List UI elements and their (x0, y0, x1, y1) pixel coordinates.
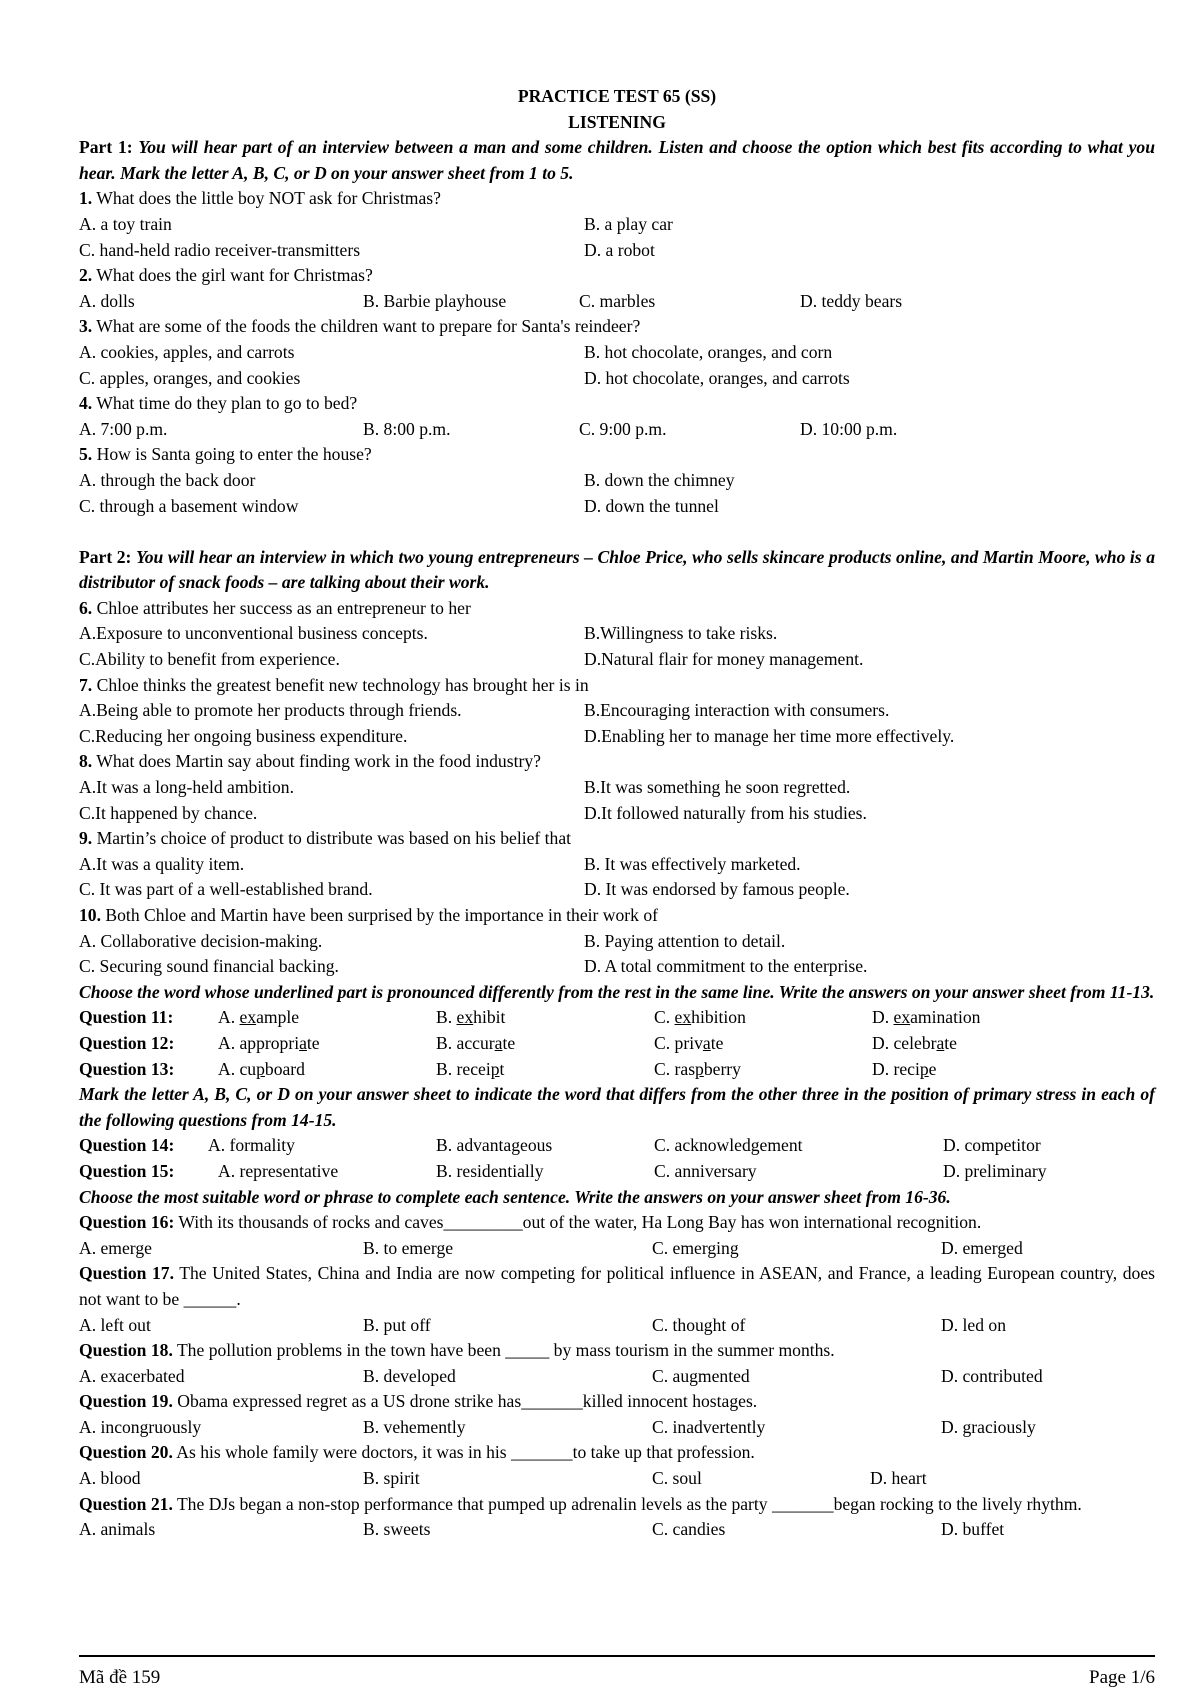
option-b: B. advantageous (436, 1135, 553, 1156)
option-b: B. residentially (436, 1160, 544, 1181)
option-a: A. exacerbated (79, 1365, 185, 1386)
question-20 (79, 1440, 1155, 1466)
option-c: C. acknowledgement (654, 1135, 803, 1156)
options-row (79, 1364, 1155, 1390)
q-label: Question 20. (79, 1442, 173, 1463)
options-row (79, 775, 1155, 801)
option-a: A. blood (79, 1468, 141, 1489)
question-5 (79, 442, 1155, 468)
option-c: C. inadvertently (652, 1416, 766, 1437)
question-19 (79, 1389, 1155, 1415)
part2-instruction (79, 545, 1155, 596)
opt-pre: A. cu (218, 1058, 257, 1079)
option-b: B. put off (363, 1314, 431, 1335)
opt-pre: D. celebr (872, 1032, 937, 1053)
q-text: What time do they plan to go to bed? (96, 393, 358, 414)
page-footer (79, 1655, 1155, 1689)
q-text: Chloe thinks the greatest benefit new technology has brought her is in (96, 674, 589, 695)
option-a (218, 1031, 436, 1057)
option-d: D. graciously (941, 1416, 1036, 1437)
option-a: A. through the back door (79, 469, 256, 490)
opt-pre: D. reci (872, 1058, 920, 1079)
q-text: As his whole family were doctors, it was in his _______to take up that profession. (172, 1442, 755, 1463)
opt-underline: p (695, 1058, 704, 1079)
option-c (654, 1031, 872, 1057)
q-num: 2. (79, 265, 93, 286)
part1-text: You will hear part of an interview between a man and some children. Listen and choose the option which best fits according to what you hear. Mark the letter A, B, C, or D on your answer sheet from 1 to 5. (79, 137, 1155, 183)
opt-pre: B. recei (436, 1058, 491, 1079)
q-label: Question 15: (79, 1160, 175, 1181)
options-row (79, 801, 1155, 827)
option-b (436, 1005, 654, 1031)
option-d: D. preliminary (943, 1160, 1047, 1181)
q-label: Question 16: (79, 1212, 175, 1233)
option-c: C. soul (652, 1468, 702, 1489)
opt-underline: a (936, 1032, 945, 1053)
option-a: A. cookies, apples, and carrots (79, 341, 295, 362)
question-16 (79, 1210, 1155, 1236)
q-label: Question 11: (79, 1007, 174, 1028)
q-label: Question 14: (79, 1135, 175, 1156)
option-c: C. Securing sound financial backing. (79, 956, 339, 977)
option-b: B.Willingness to take risks. (584, 623, 778, 644)
options-row (79, 1313, 1155, 1339)
option-c: C.Ability to benefit from experience. (79, 649, 340, 670)
option-d: D.It followed naturally from his studies. (584, 802, 867, 823)
option-c: C. augmented (652, 1365, 750, 1386)
q-text: What does Martin say about finding work in the food industry? (92, 751, 541, 772)
option-a (218, 1057, 436, 1083)
q-num: 5. (79, 444, 93, 465)
option-a: A. dolls (79, 290, 135, 311)
question-14 (79, 1133, 1155, 1159)
option-b: B. spirit (363, 1468, 420, 1489)
opt-underline: a (494, 1032, 503, 1053)
q-text: What are some of the foods the children want to prepare for Santa's reindeer? (96, 316, 641, 337)
vocab-instruction: Choose the most suitable word or phrase to complete each sentence. Write the answers on your answer sheet from 16-36. (79, 1186, 951, 1207)
q-num: 9. (79, 828, 93, 849)
options-row (79, 468, 1155, 494)
opt-post: board (264, 1058, 305, 1079)
options-row (79, 621, 1155, 647)
opt-underline: a (299, 1032, 307, 1053)
question-6 (79, 596, 1155, 622)
option-b: B. sweets (363, 1519, 431, 1540)
option-c: C. emerging (652, 1237, 739, 1258)
option-b: B. developed (363, 1365, 456, 1386)
question-15 (79, 1159, 1155, 1185)
option-d: D.Natural flair for money management. (584, 649, 864, 670)
options-row (79, 1466, 1155, 1492)
test-title: PRACTICE TEST 65 (SS) (517, 86, 717, 106)
option-b: B. It was effectively marketed. (584, 853, 801, 874)
section-title: LISTENING (568, 111, 666, 132)
option-a: A.Being able to promote her products through friends. (79, 700, 462, 721)
opt-underline: ex (893, 1007, 911, 1028)
option-a: A. animals (79, 1519, 156, 1540)
option-a: A. representative (218, 1160, 339, 1181)
q-num: 1. (79, 188, 93, 209)
opt-pre: B. (436, 1007, 457, 1028)
option-d (872, 1005, 980, 1031)
question-8 (79, 749, 1155, 775)
option-a: A. incongruously (79, 1416, 202, 1437)
option-d: D. teddy bears (800, 290, 903, 311)
q-label: Question 13: (79, 1058, 175, 1079)
option-a: A. 7:00 p.m. (79, 418, 168, 439)
option-b: B. Paying attention to detail. (584, 930, 786, 951)
q-text: What does the little boy NOT ask for Christmas? (96, 188, 441, 209)
option-c: C. hand-held radio receiver-transmitters (79, 239, 361, 260)
pronunciation-instruction: Choose the word whose underlined part is pronounced differently from the rest in the same line. Write the answers on your answer sheet from 11-13. (79, 981, 1155, 1002)
opt-underline: p (919, 1058, 929, 1079)
q-text: The pollution problems in the town have been _____ by mass tourism in the summer months. (172, 1340, 835, 1361)
option-d: D.Enabling her to manage her time more effectively. (584, 725, 955, 746)
opt-post: hibition (691, 1007, 746, 1028)
q-label: Question 12: (79, 1032, 175, 1053)
opt-underline: a (702, 1032, 711, 1053)
opt-pre: A. (218, 1007, 240, 1028)
q-text: Chloe attributes her success as an entrepreneur to her (96, 597, 471, 618)
opt-pre: B. accur (436, 1032, 495, 1053)
options-row (79, 212, 1155, 238)
option-a: A.Exposure to unconventional business concepts. (79, 623, 428, 644)
question-7 (79, 673, 1155, 699)
opt-pre: D. (872, 1007, 894, 1028)
options-row (79, 954, 1155, 980)
q-label: Question 21. (79, 1493, 173, 1514)
opt-post: e (928, 1058, 937, 1079)
opt-post: te (306, 1032, 320, 1053)
opt-underline: p (256, 1058, 265, 1079)
question-2 (79, 263, 1155, 289)
option-a: A. a toy train (79, 213, 172, 234)
options-row (79, 1415, 1155, 1441)
option-a: A. Collaborative decision-making. (79, 930, 323, 951)
opt-post: berry (703, 1058, 741, 1079)
option-d: D. emerged (941, 1237, 1023, 1258)
options-row (79, 724, 1155, 750)
option-b: B. 8:00 p.m. (363, 418, 451, 439)
options-row (79, 877, 1155, 903)
opt-pre: C. priv (654, 1032, 703, 1053)
options-row (79, 289, 1155, 315)
question-11 (79, 1005, 1155, 1031)
option-a (218, 1005, 436, 1031)
opt-underline: ex (674, 1007, 692, 1028)
question-3 (79, 314, 1155, 340)
option-b: B. to emerge (363, 1237, 454, 1258)
question-18 (79, 1338, 1155, 1364)
option-b (436, 1031, 654, 1057)
stress-instruction: Mark the letter A, B, C, or D on your answer sheet to indicate the word that differs from the other three in the position of primary stress in each of the following questions from 14-15. (79, 1084, 1155, 1130)
q-label: Question 18. (79, 1340, 173, 1361)
option-c: C. thought of (652, 1314, 746, 1335)
options-row (79, 340, 1155, 366)
opt-post: amination (910, 1007, 981, 1028)
options-row (79, 929, 1155, 955)
question-12 (79, 1031, 1155, 1057)
option-b: B. vehemently (363, 1416, 466, 1437)
q-text: The DJs began a non-stop performance that pumped up adrenalin levels as the party _______began rocking to the lively rhythm. (172, 1493, 1082, 1514)
option-d: D. down the tunnel (584, 495, 719, 516)
options-row (79, 1236, 1155, 1262)
option-d: D. 10:00 p.m. (800, 418, 898, 439)
opt-underline: ex (456, 1007, 474, 1028)
option-a: A. left out (79, 1314, 151, 1335)
option-c: C. through a basement window (79, 495, 299, 516)
q-num: 10. (79, 905, 101, 925)
option-b: B. Barbie playhouse (363, 290, 507, 311)
option-d: D. competitor (943, 1135, 1041, 1156)
option-b: B.Encouraging interaction with consumers. (584, 700, 890, 721)
opt-pre: C. ras (654, 1058, 696, 1079)
question-21 (79, 1492, 1155, 1518)
q-text: Martin’s choice of product to distribute was based on his belief that (96, 828, 572, 849)
option-c: C.Reducing her ongoing business expenditure. (79, 725, 408, 746)
option-c: C. It was part of a well-established brand. (79, 879, 373, 900)
option-d: D. buffet (941, 1519, 1005, 1540)
q-num: 6. (79, 597, 93, 618)
q-num: 4. (79, 393, 93, 414)
opt-underline: p (490, 1058, 500, 1079)
option-a: A.It was a quality item. (79, 853, 245, 874)
opt-post: ample (256, 1007, 300, 1028)
q-text: With its thousands of rocks and caves_________out of the water, Ha Long Bay has won international recognition. (174, 1212, 982, 1233)
option-d: D. contributed (941, 1365, 1043, 1386)
option-d: D. heart (870, 1468, 927, 1489)
part2-text: You will hear an interview in which two young entrepreneurs – Chloe Price, who sells skincare products online, and Martin Moore, who is a distributor of snack foods – are talking about their work. (79, 546, 1155, 593)
option-b: B. down the chimney (584, 469, 735, 490)
option-d: D. A total commitment to the enterprise. (584, 956, 868, 977)
option-c: C. candies (652, 1519, 726, 1540)
question-10 (79, 903, 1155, 929)
q-text: The United States, China and India are now competing for political influence in ASEAN, and France, a leading European country, does not want to be ______. (79, 1263, 1155, 1309)
options-row (79, 366, 1155, 392)
option-d: D. led on (941, 1314, 1006, 1335)
q-text: How is Santa going to enter the house? (96, 444, 372, 465)
options-row (79, 698, 1155, 724)
part1-instruction (79, 135, 1155, 186)
test-page (79, 84, 1155, 1543)
q-text: Obama expressed regret as a US drone strike has_______killed innocent hostages. (172, 1391, 758, 1412)
options-row (79, 1517, 1155, 1543)
q-label: Question 19. (79, 1391, 173, 1412)
option-d: D. It was endorsed by famous people. (584, 879, 850, 900)
opt-post: te (502, 1032, 516, 1053)
options-row (79, 417, 1155, 443)
opt-post: te (944, 1032, 957, 1053)
option-c: C. 9:00 p.m. (579, 418, 667, 439)
q-num: 8. (79, 751, 93, 772)
question-1 (79, 186, 1155, 212)
question-13 (79, 1057, 1155, 1083)
opt-underline: ex (239, 1007, 257, 1028)
opt-post: hibit (473, 1007, 506, 1028)
exam-code: Mã đề 159 (79, 1667, 161, 1688)
option-c (654, 1005, 872, 1031)
option-d (872, 1031, 957, 1057)
options-row (79, 852, 1155, 878)
option-b (436, 1057, 654, 1083)
options-row (79, 494, 1155, 520)
opt-post: te (710, 1032, 724, 1053)
option-a: A. formality (208, 1135, 295, 1156)
option-c: C. apples, oranges, and cookies (79, 367, 301, 388)
q-label: Question 17. (79, 1263, 175, 1284)
opt-pre: C. (654, 1007, 675, 1028)
options-row (79, 647, 1155, 673)
option-c: C. anniversary (654, 1160, 757, 1181)
option-c (654, 1057, 872, 1083)
q-num: 7. (79, 674, 93, 695)
option-b: B.It was something he soon regretted. (584, 777, 851, 798)
option-b: B. a play car (584, 213, 673, 234)
question-4 (79, 391, 1155, 417)
option-c: C. marbles (579, 290, 656, 311)
options-row (79, 238, 1155, 264)
option-a: A. emerge (79, 1237, 152, 1258)
question-17 (79, 1261, 1155, 1312)
part1-label: Part 1: (79, 137, 133, 158)
option-d: D. hot chocolate, oranges, and carrots (584, 367, 850, 388)
option-c: C.It happened by chance. (79, 802, 258, 823)
option-d: D. a robot (584, 239, 655, 260)
option-a: A.It was a long-held ambition. (79, 777, 294, 798)
q-text: Both Chloe and Martin have been surprised by the importance in their work of (101, 905, 658, 925)
opt-post: t (499, 1058, 505, 1079)
opt-pre: A. appropri (218, 1032, 300, 1053)
option-b: B. hot chocolate, oranges, and corn (584, 341, 833, 362)
q-num: 3. (79, 316, 93, 337)
option-d (872, 1057, 936, 1083)
spacer (79, 519, 1155, 545)
part2-label: Part 2: (79, 546, 132, 567)
question-9 (79, 826, 1155, 852)
page-number: Page 1/6 (1089, 1667, 1155, 1688)
q-text: What does the girl want for Christmas? (96, 265, 373, 286)
